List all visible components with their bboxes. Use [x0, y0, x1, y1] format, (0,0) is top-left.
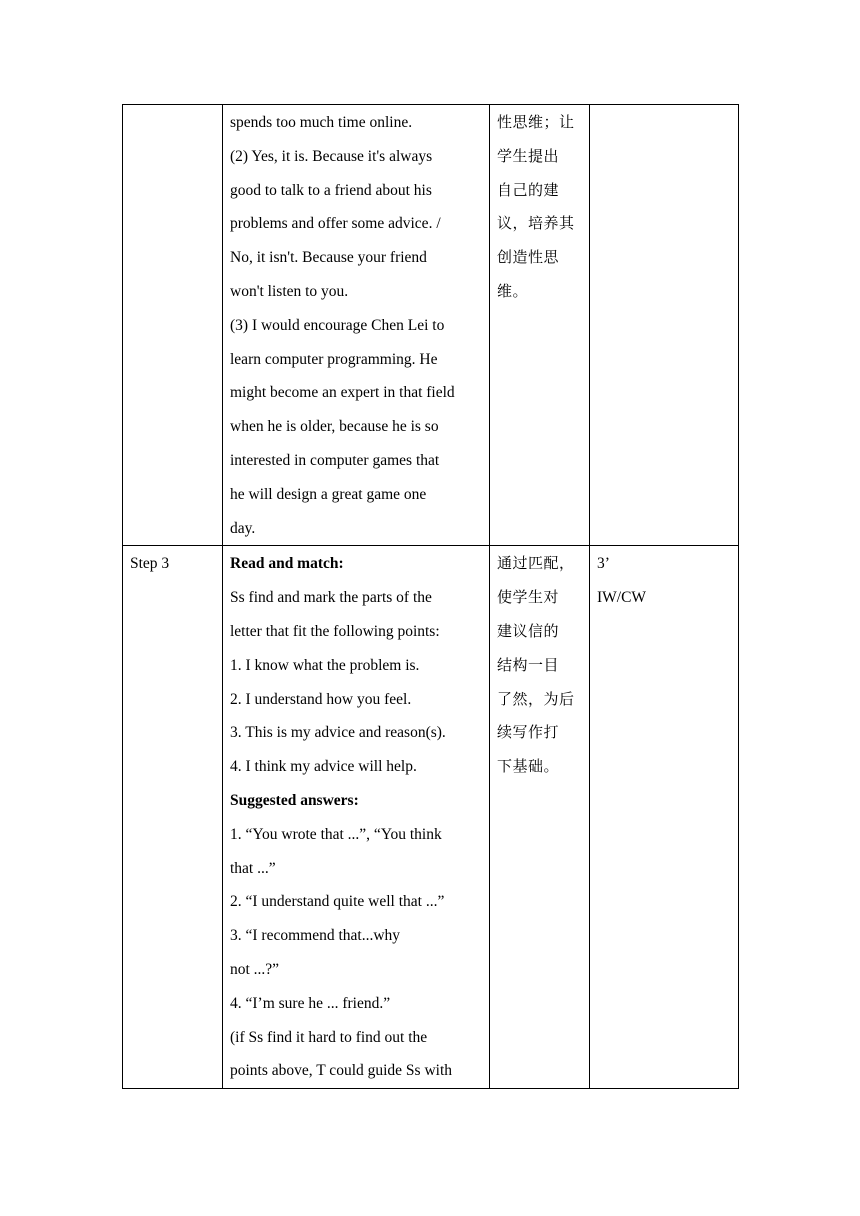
answer-line: that ...” — [230, 859, 276, 877]
step-cell: Step 3 — [123, 546, 223, 1089]
content-line: spends too much time online. — [230, 114, 413, 131]
table-row — [123, 105, 739, 546]
point-item: 2. I understand how you feel. — [230, 690, 412, 708]
purpose-line: 创造性思 — [497, 248, 560, 267]
answers-heading: Suggested answers: — [230, 791, 359, 809]
content-line: day. — [230, 519, 256, 537]
content-line: good to talk to a friend about his — [230, 181, 432, 199]
duration-text: 3’ — [597, 555, 610, 573]
content-line: interested in computer games that — [230, 451, 440, 469]
content-line: (2) Yes, it is. Because it's always — [230, 147, 433, 165]
purpose-line: 了然，为后 — [497, 689, 575, 708]
purpose-line: 通过匹配， — [497, 554, 575, 573]
answer-line: 4. “I’m sure he ... friend.” — [230, 994, 391, 1012]
purpose-line: 结构一目 — [497, 655, 560, 674]
content-line: learn computer programming. He — [230, 350, 438, 368]
step-cell — [123, 105, 223, 546]
answer-line: points above, T could guide Ss with — [230, 1062, 453, 1080]
lesson-plan-table — [122, 104, 739, 1089]
mode-text: IW/CW — [597, 589, 647, 607]
answer-line: 2. “I understand quite well that ...” — [230, 893, 445, 911]
content-line: won't listen to you. — [230, 282, 349, 300]
answer-line: (if Ss find it hard to find out the — [230, 1028, 428, 1046]
purpose-line: 下基础。 — [497, 757, 560, 776]
content-line: when he is older, because he is so — [230, 418, 439, 436]
content-line: No, it isn't. Because your friend — [230, 249, 427, 267]
purpose-cell — [490, 546, 590, 1089]
purpose-line: 建议信的 — [497, 621, 560, 640]
time-cell — [590, 105, 739, 546]
table-row — [123, 546, 739, 1089]
content-cell — [223, 546, 490, 1089]
point-item: 4. I think my advice will help. — [230, 758, 417, 776]
content-line: problems and offer some advice. / — [230, 215, 441, 233]
content-cell — [223, 105, 490, 546]
purpose-cell — [490, 105, 590, 546]
purpose-line: 维。 — [497, 281, 529, 300]
answer-line: 1. “You wrote that ...”, “You think — [230, 825, 442, 843]
intro-line: Ss find and mark the parts of the — [230, 589, 432, 607]
content-line: he will design a great game one — [230, 485, 427, 503]
purpose-line: 自己的建 — [497, 180, 560, 199]
answer-line: 3. “I recommend that...why — [230, 927, 401, 945]
point-item: 1. I know what the problem is. — [230, 656, 420, 674]
time-cell — [590, 546, 739, 1089]
content-line: might become an expert in that field — [230, 384, 455, 402]
purpose-line: 学生提出 — [497, 146, 560, 165]
content-line: (3) I would encourage Chen Lei to — [230, 316, 445, 334]
point-item: 3. This is my advice and reason(s). — [230, 724, 446, 742]
intro-line: letter that fit the following points: — [230, 622, 440, 640]
purpose-line: 使学生对 — [497, 588, 560, 607]
activity-heading: Read and match: — [230, 555, 344, 573]
purpose-line: 性思维；让 — [497, 113, 575, 131]
purpose-line: 议，培养其 — [497, 214, 575, 233]
answer-line: not ...?” — [230, 960, 280, 978]
purpose-line: 续写作打 — [497, 723, 560, 742]
